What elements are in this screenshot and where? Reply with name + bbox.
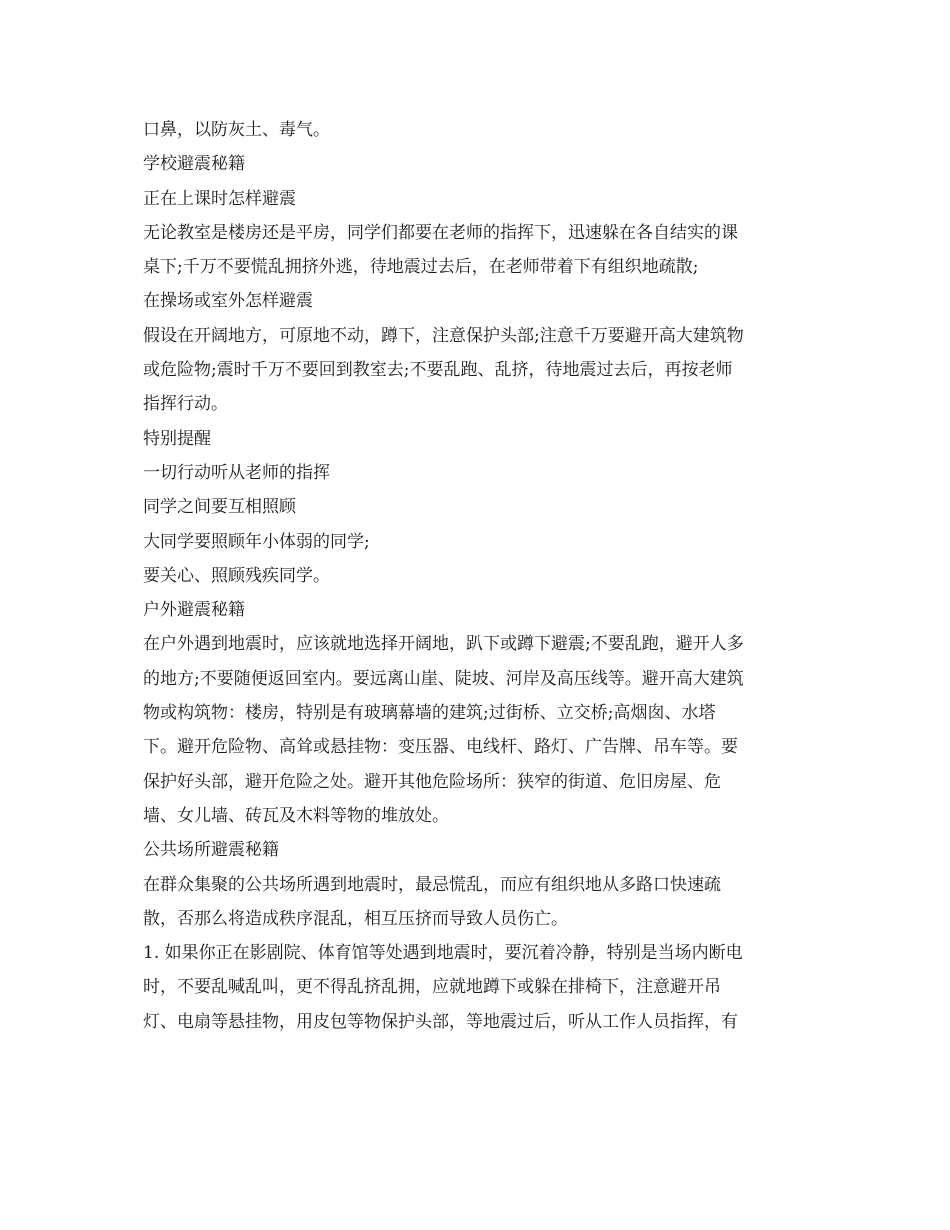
- text-line: 无论教室是楼房还是平房，同学们都要在老师的指挥下，迅速躲在各自结实的课: [143, 222, 738, 243]
- text-line: 散，否那么将造成秩序混乱，相互压挤而导致人员伤亡。: [143, 908, 568, 929]
- text-line: 的地方;不要随便返回室内。要远离山崖、陡坡、河岸及高压线等。避开高大建筑: [143, 668, 744, 689]
- text-line: 指挥行动。: [143, 394, 228, 415]
- text-line: 在群众集聚的公共场所遇到地震时，最忌慌乱，而应有组织地从多路口快速疏: [143, 874, 721, 895]
- subsection-heading: 特别提醒: [143, 428, 211, 449]
- text-line: 桌下;千万不要慌乱拥挤外逃，待地震过去后，在老师带着下有组织地疏散;: [143, 257, 699, 278]
- text-line: 口鼻，以防灰土、毒气。: [143, 120, 330, 140]
- text-line: 或危险物;震时千万不要回到教室去;不要乱跑、乱挤，待地震过去后，再按老师: [143, 360, 733, 381]
- text-line: 假设在开阔地方，可原地不动，蹲下，注意保护头部;注意千万要避开高大建筑物: [143, 325, 744, 346]
- text-line: 时，不要乱喊乱叫，更不得乱挤乱拥，应就地蹲下或躲在排椅下，注意避开吊: [143, 977, 721, 998]
- text-line: 物或构筑物：楼房，特别是有玻璃幕墙的建筑;过街桥、立交桥;高烟囱、水塔: [143, 703, 716, 724]
- text-line: 在户外遇到地震时，应该就地选择开阔地，趴下或蹲下避震;不要乱跑，避开人多: [143, 634, 744, 655]
- text-line: 要关心、照顾残疾同学。: [143, 565, 330, 586]
- section-heading: 公共场所避震秘籍: [143, 840, 279, 861]
- subsection-heading: 在操场或室外怎样避震: [143, 291, 313, 312]
- list-item-text: 1. 如果你正在影剧院、体育馆等处遇到地震时，要沉着冷静，特别是当场内断电: [143, 943, 743, 964]
- text-line: 灯、电扇等悬挂物，用皮包等物保护头部，等地震过后，听从工作人员指挥，有: [143, 1011, 738, 1032]
- text-line: 下。避开危险物、高耸或悬挂物：变压器、电线杆、路灯、广告牌、吊车等。要: [143, 737, 738, 758]
- text-line: 一切行动听从老师的指挥: [143, 462, 330, 483]
- section-heading: 户外避震秘籍: [143, 600, 245, 621]
- section-heading: 学校避震秘籍: [143, 154, 245, 175]
- document-body: [143, 113, 813, 1039]
- text-line: 保护好头部，避开危险之处。避开其他危险场所：狭窄的街道、危旧房屋、危: [143, 771, 721, 792]
- text-line: 大同学要照顾年小体弱的同学;: [143, 531, 370, 552]
- text-line: 墙、女儿墙、砖瓦及木料等物的堆放处。: [143, 805, 449, 826]
- text-line: 同学之间要互相照顾: [143, 497, 296, 518]
- subsection-heading: 正在上课时怎样避震: [143, 188, 296, 209]
